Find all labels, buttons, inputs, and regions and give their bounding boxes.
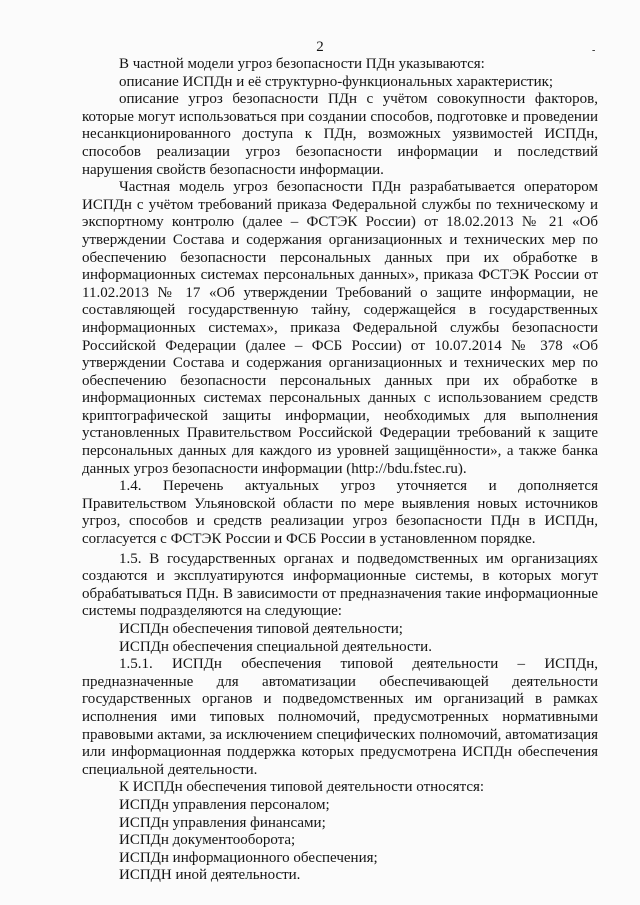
list-item: ИСПДН иной деятельности.: [119, 867, 301, 884]
list-item: ИСПДн обеспечения специальной деятельности.: [119, 638, 432, 655]
list-item: ИСПДн документооборота;: [119, 832, 296, 849]
list-item: ИСПДн управления персоналом;: [119, 796, 330, 813]
list-item: описание ИСПДн и её структурно-функциональных характеристик;: [119, 73, 554, 90]
page-number: 2: [316, 39, 324, 55]
margin-mark: -: [592, 45, 596, 56]
paragraph-1-5-1: 1.5.1. ИСПДн обеспечения типовой деятельности – ИСПДн, предназначенные для автоматизации обеспечивающей деятельности государственных органов и подведомственных им организаций в рамках исполнения ими типовых полномочий, предусмотренных нормативными правовыми актами, за исключением специфических полномочий, автоматизация или информационная поддержка которых предусмотрена ИСПДн обеспечения специальной деятельности.: [82, 656, 598, 778]
list-intro: К ИСПДн обеспечения типовой деятельности относятся:: [119, 779, 485, 796]
paragraph: Частная модель угроз безопасности ПДн разрабатывается оператором ИСПДн с учётом требований приказа Федеральной службы по техническому и экспортному контролю (далее – ФСТЭК России) от 18.02.2013 № 21 «Об утверждении Состава и содержания организационных и технических мер по обеспечению безопасности персональных данных при их обработке в информационных системах персональных данных», приказа ФСТЭК России от 11.02.2013 № 17 «Об утверждении Требований о защите информации, не составляющей государственную тайну, содержащейся в государственных информационных системах», приказа Федеральной службы безопасности Российской Федерации (далее – ФСБ России) от 10.07.2014 № 378 «Об утверждении Состава и содержания организационных и технических мер по обеспечению безопасности персональных данных при их обработке в информационных системах персональных данных с использованием средств криптографической защиты информации, необходимых для выполнения установленных Правительством Российской Федерации требований к защите персональных данных для каждого из уровней защищённости», а также банка данных угроз безопасности информации (http://bdu.fstec.ru).: [82, 179, 598, 477]
intro-line: В частной модели угроз безопасности ПДн указываются:: [119, 56, 485, 72]
document-body: [82, 56, 598, 885]
paragraph-1-5: 1.5. В государственных органах и подведомственных им организациях создаются и эксплуатируются информационные системы, в которых могут обрабатываться ПДн. В зависимости от предназначения такие информационные системы подразделяются на следующие:: [82, 550, 598, 620]
list-item: ИСПДн информационного обеспечения;: [119, 849, 378, 866]
paragraph: описание угроз безопасности ПДн с учётом совокупности факторов, которые могут использоваться при создании способов, подготовке и проведении несанкционированного доступа к ПДн, возможных уязвимостей ИСПДн, способов реализации угроз безопасности информации и последствий нарушения свойств безопасности информации.: [82, 91, 598, 178]
list-item: ИСПДн управления финансами;: [119, 814, 326, 831]
list-item: ИСПДн обеспечения типовой деятельности;: [119, 621, 403, 637]
paragraph-1-4: 1.4. Перечень актуальных угроз уточняется и дополняется Правительством Ульяновской области по мере выявления новых источников угроз, способов и средств реализации угроз безопасности ПДн в ИСПДн, согласуется с ФСТЭК России и ФСБ России в установленном порядке.: [82, 478, 598, 548]
